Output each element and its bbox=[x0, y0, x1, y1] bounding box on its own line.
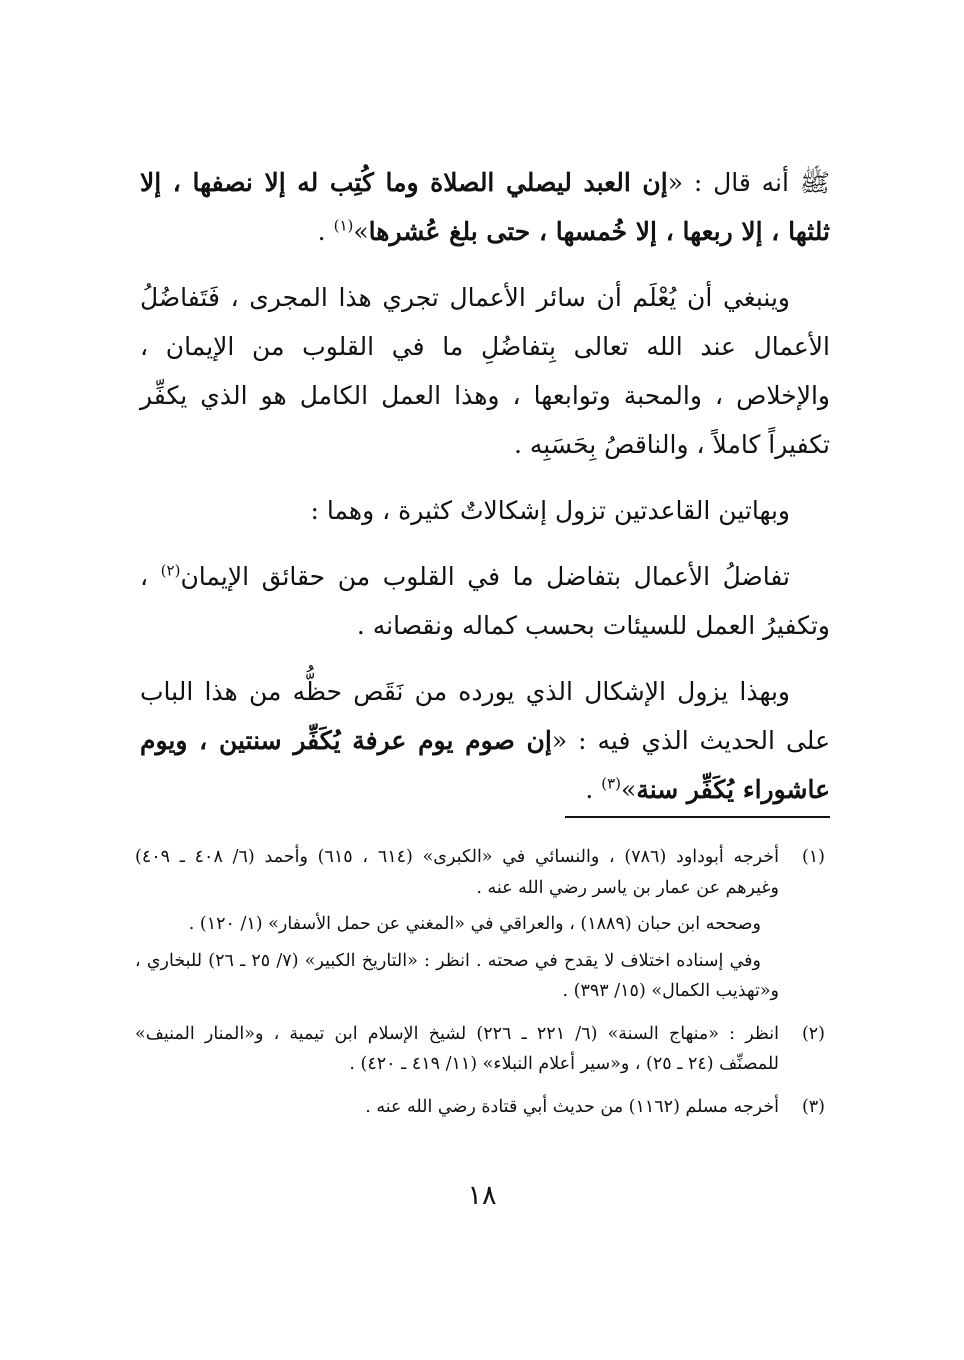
principle-one: تفاضلُ الأعمال بتفاضل ما في القلوب من حقائق الإيمان bbox=[180, 562, 791, 591]
footnote-line: وفي إسناده اختلاف لا يقدح في صحته . انظر : «التاريخ الكبير» (٧/ ٢٥ ـ ٢٦) للبخاري ، و«تهذيب الكمال» (١٥/ ٣٩٣) . bbox=[135, 950, 779, 1001]
footnote-body bbox=[135, 1019, 779, 1086]
paragraph-principles-detail bbox=[140, 552, 830, 650]
footnote-separator bbox=[565, 816, 830, 818]
footnote-number: (٣) bbox=[801, 1096, 825, 1117]
footnotes bbox=[135, 842, 825, 1134]
quote-close: » bbox=[621, 775, 637, 804]
arafah-intro: وبهذا يزول الإشكال الذي يورده من نَقَص حظُّه من هذا الباب على الحديث الذي فيه : « bbox=[140, 677, 830, 755]
paragraph-two-principles: وبهاتين القاعدتين تزول إشكالاتٌ كثيرة ، وهما : bbox=[310, 496, 790, 525]
footnote-ref-2[interactable]: (٢) bbox=[160, 561, 181, 580]
footnote-ref-3[interactable]: (٣) bbox=[601, 774, 622, 793]
paragraph-hadith-prayer bbox=[140, 158, 830, 256]
footnote-1 bbox=[135, 842, 825, 1013]
main-text bbox=[140, 158, 830, 831]
page-number: ١٨ bbox=[467, 1180, 497, 1211]
footnote-3 bbox=[135, 1092, 825, 1129]
footnote-body bbox=[135, 842, 779, 1013]
footnote-line: أخرجه أبوداود (٧٨٦) ، والنسائي في «الكبرى» (٦١٤ ، ٦١٥) وأحمد (٦/ ٤٠٨ ـ ٤٠٩) وغيرهم عن عمار بن ياسر رضي الله عنه . bbox=[135, 847, 779, 898]
sentence-end: . bbox=[585, 775, 602, 804]
sentence-end: . bbox=[317, 217, 334, 246]
footnote-2 bbox=[135, 1019, 825, 1086]
footnote-line: أخرجه مسلم (١١٦٢) من حديث أبي قتادة رضي الله عنه . bbox=[365, 1096, 779, 1117]
hadith-text-prayer: إن العبد ليصلي الصلاة وما كُتِب له إلا نصفها ، إلا ثلثها ، إلا ربعها ، إلا خُمسها ، حتى بلغ عُشرها bbox=[140, 168, 830, 246]
footnote-number: (٢) bbox=[801, 1023, 825, 1044]
paragraph-arafah-ashura bbox=[140, 667, 830, 814]
footnote-body bbox=[135, 1092, 779, 1129]
paragraph-deeds-excellence: وينبغي أن يُعْلَم أن سائر الأعمال تجري هذا المجرى ، فَتَفاضُلُ الأعمال عند الله تعالى بِتفاضُلِ ما في القلوب من الإيمان ، والإخلاص ، والمحبة وتوابعها ، وهذا العمل الكامل هو الذي يكفِّر تكفيراً كاملاً ، والناقصُ بِحَسَبِه . bbox=[140, 283, 830, 459]
principle-two: ، وتكفيرُ العمل للسيئات بحسب كماله ونقصانه . bbox=[140, 562, 830, 640]
hadith-text-fasting: إن صوم يوم عرفة يُكَفِّر سنتين ، ويوم عاشوراء يُكَفِّر سنة bbox=[140, 726, 830, 804]
footnote-number: (١) bbox=[801, 847, 825, 867]
footnote-line: وصححه ابن حبان (١٨٨٩) ، والعراقي في «المغني عن حمل الأسفار» (١/ ١٢٠) . bbox=[188, 914, 761, 934]
hadith-intro: ﷺ أنه قال : « bbox=[667, 168, 830, 197]
footnote-line: انظر : «منهاج السنة» (٦/ ٢٢١ ـ ٢٢٦) لشيخ الإسلام ابن تيمية ، و«المنار المنيف» للمصنِّف (٢٤ ـ ٢٥) ، و«سير أعلام النبلاء» (١١/ ٤١٩ ـ ٤٢٠) . bbox=[135, 1023, 779, 1074]
quote-close: » bbox=[353, 217, 369, 246]
footnote-ref-1[interactable]: (١) bbox=[333, 216, 354, 235]
